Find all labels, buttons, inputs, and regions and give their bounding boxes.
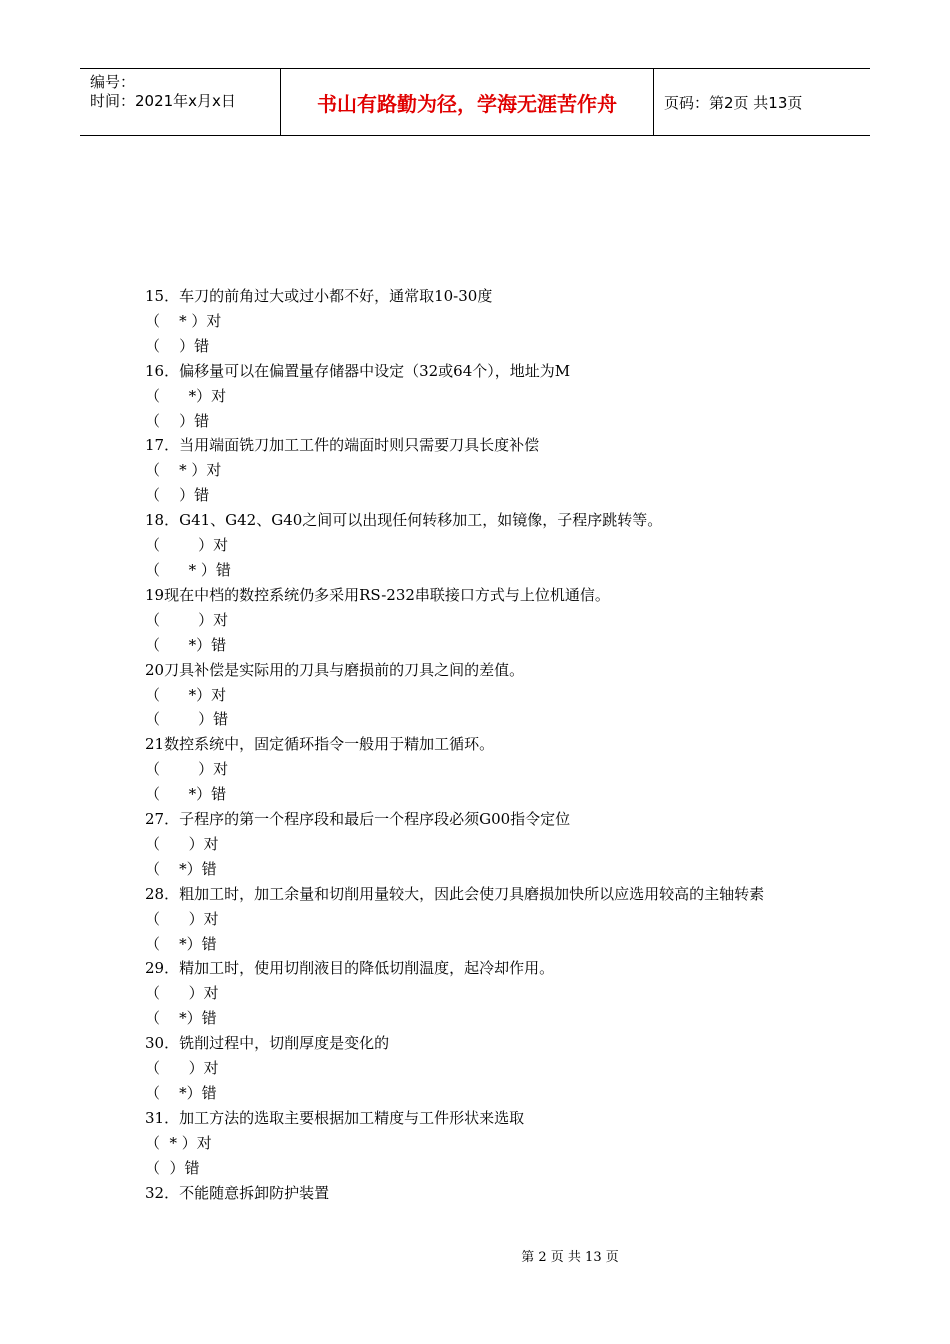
answer-option: （ ）错 [145, 411, 210, 430]
answer-option: （ *）错 [145, 1084, 217, 1102]
answer-option: （ * ）对 [145, 311, 222, 330]
answer-option: （ ）对 [145, 760, 229, 779]
question-text: 29．精加工时，使用切削液目的降低切削温度，起冷却作用。 [145, 959, 555, 978]
question-text: 28．粗加工时，加工余量和切削用量较大，因此会使刀具磨损加快所以应选用较高的主轴转素 [145, 884, 765, 903]
question-list [145, 284, 815, 1206]
answer-option: （ ）错 [145, 336, 210, 355]
header-page-info: 页码：第2页 共13页 [664, 93, 803, 112]
page-header [80, 68, 870, 136]
answer-option: （ ）对 [145, 536, 229, 555]
document-time-label: 时间：2021年x月x日 [90, 92, 236, 110]
document-number-label: 编号： [90, 73, 136, 91]
question-text: 15．车刀的前角过大或过小都不好，通常取10-30度 [145, 287, 493, 305]
answer-option: （ *）错 [145, 635, 227, 654]
answer-option: （ *）错 [145, 1009, 217, 1028]
answer-option: （ ）错 [145, 710, 229, 729]
answer-option: （ *）对 [145, 386, 227, 405]
question-text: 17．当用端面铣刀加工工件的端面时则只需要刀具长度补偿 [145, 436, 540, 455]
answer-option: （ ）对 [145, 610, 229, 629]
question-text: 16．偏移量可以在偏置量存储器中设定（32或64个），地址为M [145, 361, 571, 380]
page-footer: 第 2 页 共 13 页 [521, 1250, 619, 1265]
answer-option: （ ）对 [145, 834, 219, 853]
answer-option: （ ）错 [145, 1158, 200, 1177]
header-meta [80, 69, 281, 135]
answer-option: （ ）对 [145, 909, 219, 928]
question-text: 27．子程序的第一个程序段和最后一个程序段必须G00指令定位 [145, 810, 571, 829]
answer-option: （ *）错 [145, 859, 217, 878]
question-text: 30．铣削过程中，切削厚度是变化的 [145, 1034, 390, 1053]
answer-option: （ *）错 [145, 934, 217, 953]
question-text: 21数控系统中，固定循环指令一般用于精加工循环。 [145, 735, 495, 754]
question-text: 20刀具补偿是实际用的刀具与磨损前的刀具之间的差值。 [145, 660, 525, 679]
answer-option: （ * ）对 [145, 1133, 212, 1152]
answer-option: （ ）错 [145, 486, 210, 505]
answer-option: （ *）错 [145, 785, 227, 804]
answer-option: （ ）对 [145, 984, 219, 1003]
question-text: 32．不能随意拆卸防护装置 [145, 1183, 330, 1202]
answer-option: （ * ）错 [145, 560, 231, 579]
answer-option: （ * ）对 [145, 461, 222, 480]
answer-option: （ *）对 [145, 685, 227, 704]
answer-option: （ ）对 [145, 1059, 219, 1078]
question-text: 18．G41、G42、G40之间可以出现任何转移加工，如镜像，子程序跳转等。 [145, 511, 663, 530]
question-text: 31．加工方法的选取主要根据加工精度与工件形状来选取 [145, 1108, 525, 1127]
header-motto: 书山有路勤为径，学海无涯苦作舟 [281, 69, 654, 135]
question-text: 19现在中档的数控系统仍多采用RS-232串联接口方式与上位机通信。 [145, 585, 610, 604]
